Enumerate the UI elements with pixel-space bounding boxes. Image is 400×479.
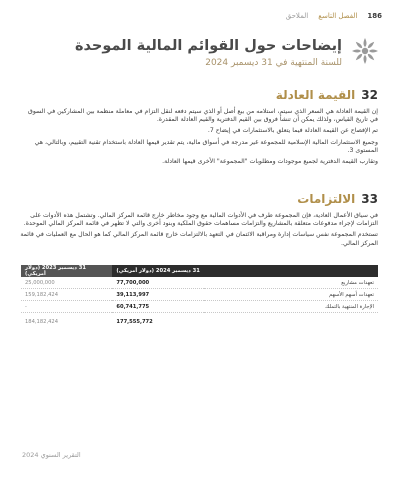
chapter-label: الفصل التاسع [318,12,358,20]
total-value-2024: 177,555,772 [116,318,153,325]
section-fair-value [18,88,378,169]
paragraph: وجميع الاستثمارات المالية الإسلامية للمجموعة غير مدرجة في أسواق مالية، يتم تقدير قيمها العادلة باستخدام تقنية التقييم، وبالتالي، هي المستوى 3. [34,138,378,154]
section-number: 33 [361,192,378,206]
table-total-row [21,313,378,328]
row-value-2024: 60,741,775 [112,301,204,313]
table-row [21,277,378,289]
page-number: 186 [367,12,382,20]
table-row [21,289,378,301]
table-header-label [204,265,378,277]
section-title: الالتزامات [297,192,356,206]
paragraph: وتقارب القيمة الدفترية لجميع موجودات ومطلوبات "المجموعة" الأخرى قيمها العادلة. [162,158,378,166]
page-subtitle: للسنة المنتهية في 31 ديسمبر 2024 [205,58,342,68]
table-header-row [21,265,378,277]
row-value-2024: 77,700,000 [112,277,204,289]
total-value-2023: 184,182,424 [25,318,59,325]
row-label: الإجارة المنتهية بالتملك [204,301,378,313]
row-value-2023: 25,000,000 [21,277,112,289]
row-value-2023: 159,182,424 [21,289,112,301]
table-header-2023: 31 ديسمبر 2023 (دولار أمريكي) [21,265,112,277]
page-header [286,12,382,20]
table-header-2024: 31 ديسمبر 2024 (دولار أمريكي) [112,265,204,277]
row-label: تعهدات مشاريع [204,277,378,289]
row-label: تعهدات أسهم الأسهم [204,289,378,301]
section-number: 32 [361,88,378,102]
commitments-table [21,265,378,327]
row-value-2023: - [21,301,112,313]
footer-report-title: التقرير السنوي 2024 [22,451,81,459]
section-heading [18,88,378,102]
page-title: إيضاحات حول القوائم المالية الموحدة [74,38,342,54]
paragraph: تستخدم المجموعة نفس سياسات إدارة ومراقبة الائتمان في التعهد بالالتزامات خارج قائمة المركز المالي كما هو الحال مع العمليات في قائمة المركز المالي. [20,231,378,247]
appendices-label: الملاحق [285,12,309,20]
row-value-2024: 39,113,997 [112,289,204,301]
table-row [21,301,378,313]
paragraph: في سياق الأعمال العادية، فإن المجموعة طرف في الأدوات المالية مع وجود مخاطر خارج قائمة المركز المالي. وتشتمل هذه الأدوات على التزامات لإجراء مدفوعات متعلقة بالمشاريع والتزامات مساهمات حقوق الملكية وبنود أخرى والتي لا تظهر في قائمة المركز المالي الموحدة. [23,212,378,228]
paragraph: إن القيمة العادلة هي السعر الذي سيتم، استلامه من بيع أصل أو الذي سيتم دفعه لنقل التزام في معاملة منظمة بين المشاركين في السوق في تاريخ القياس، ولذلك يمكن أن تنشأ فروق بين القيم الدفترية والقيم العادلة المقدرة. [28,108,378,124]
section-commitments [18,192,378,251]
bank-logo-icon [350,36,380,66]
section-heading [18,192,378,206]
total-label [204,313,378,328]
paragraph: تم الإفصاح عن القيمة العادلة فيما يتعلق بالاستثمارات في إيضاح 7. [207,127,378,135]
section-title: القيمة العادلة [275,88,356,102]
